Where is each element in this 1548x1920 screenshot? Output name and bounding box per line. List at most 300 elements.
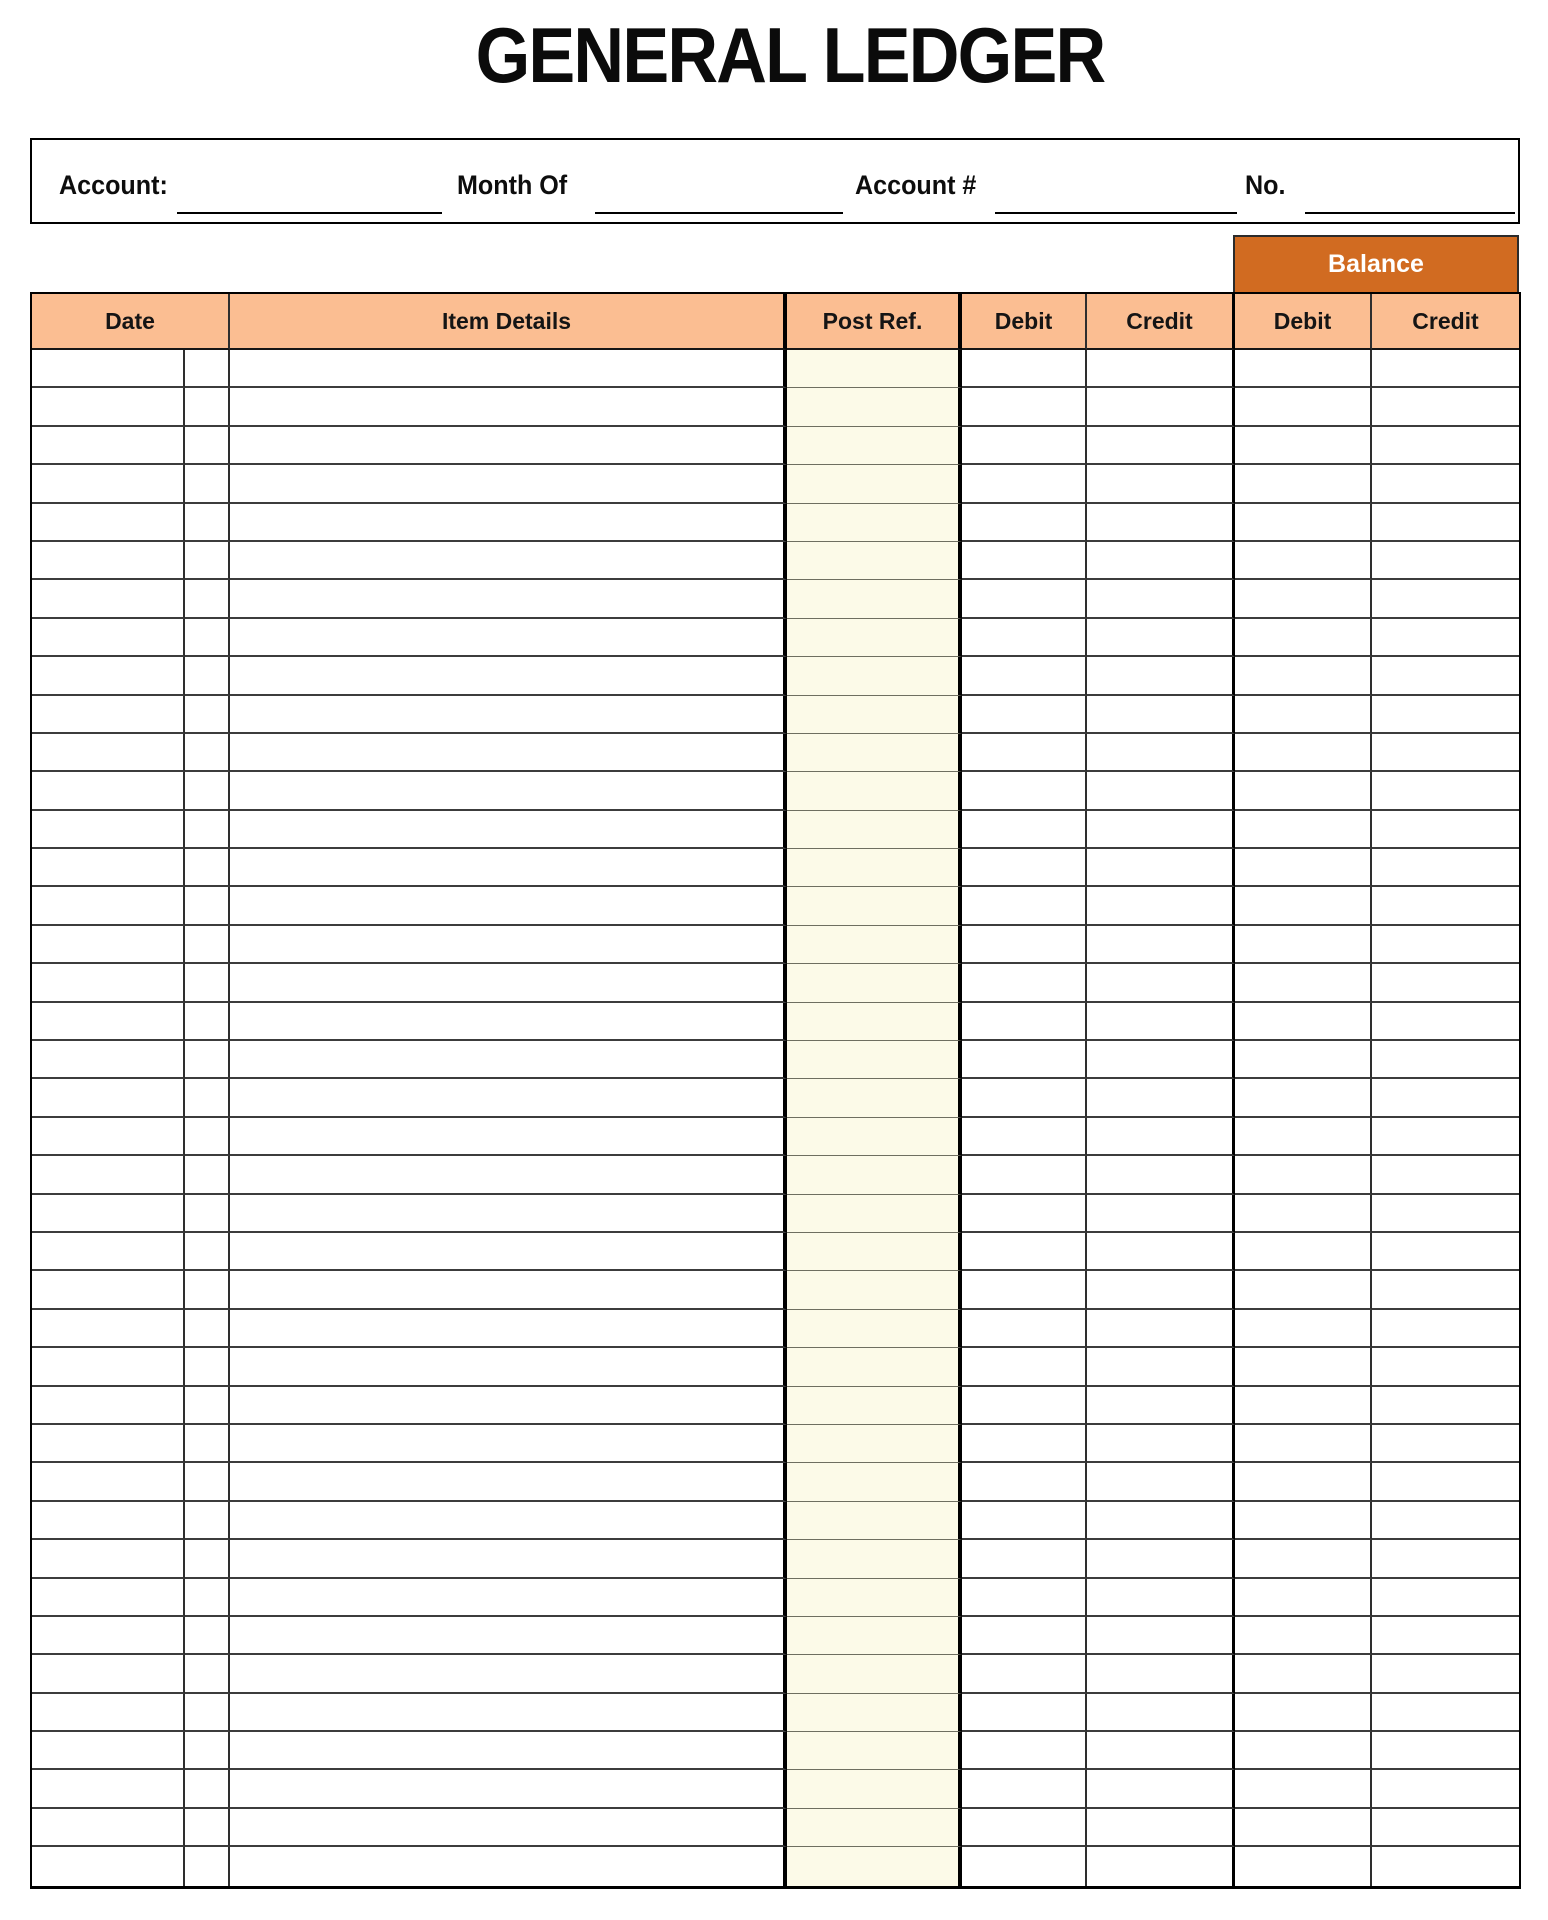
cell-balance-debit[interactable] — [1235, 849, 1372, 887]
cell-credit[interactable] — [1087, 811, 1235, 849]
cell-item-details[interactable] — [230, 1809, 787, 1847]
cell-debit[interactable] — [962, 388, 1087, 426]
cell-debit[interactable] — [962, 504, 1087, 542]
cell-item-details[interactable] — [230, 811, 787, 849]
cell-date-sub[interactable] — [185, 1233, 230, 1271]
cell-balance-debit[interactable] — [1235, 465, 1372, 503]
cell-item-details[interactable] — [230, 1502, 787, 1540]
cell-debit[interactable] — [962, 465, 1087, 503]
cell-post-ref[interactable] — [787, 1617, 962, 1655]
cell-date-sub[interactable] — [185, 504, 230, 542]
cell-date-sub[interactable] — [185, 542, 230, 580]
cell-credit[interactable] — [1087, 1156, 1235, 1194]
cell-post-ref[interactable] — [787, 1387, 962, 1425]
cell-item-details[interactable] — [230, 657, 787, 695]
cell-balance-credit[interactable] — [1372, 1041, 1519, 1079]
cell-balance-credit[interactable] — [1372, 1425, 1519, 1463]
cell-item-details[interactable] — [230, 926, 787, 964]
cell-balance-credit[interactable] — [1372, 619, 1519, 657]
cell-post-ref[interactable] — [787, 1195, 962, 1233]
cell-balance-debit[interactable] — [1235, 1118, 1372, 1156]
cell-debit[interactable] — [962, 619, 1087, 657]
cell-post-ref[interactable] — [787, 926, 962, 964]
cell-balance-credit[interactable] — [1372, 772, 1519, 810]
cell-balance-debit[interactable] — [1235, 1502, 1372, 1540]
cell-post-ref[interactable] — [787, 1579, 962, 1617]
cell-date[interactable] — [32, 388, 185, 426]
cell-item-details[interactable] — [230, 1617, 787, 1655]
cell-debit[interactable] — [962, 887, 1087, 925]
cell-balance-debit[interactable] — [1235, 734, 1372, 772]
cell-credit[interactable] — [1087, 696, 1235, 734]
cell-date-sub[interactable] — [185, 1732, 230, 1770]
cell-date[interactable] — [32, 657, 185, 695]
cell-item-details[interactable] — [230, 619, 787, 657]
cell-credit[interactable] — [1087, 1233, 1235, 1271]
cell-item-details[interactable] — [230, 696, 787, 734]
cell-balance-credit[interactable] — [1372, 734, 1519, 772]
cell-debit[interactable] — [962, 811, 1087, 849]
account-number-field[interactable] — [995, 174, 1237, 214]
cell-balance-credit[interactable] — [1372, 657, 1519, 695]
cell-credit[interactable] — [1087, 772, 1235, 810]
cell-credit[interactable] — [1087, 1003, 1235, 1041]
cell-credit[interactable] — [1087, 1195, 1235, 1233]
cell-date[interactable] — [32, 350, 185, 388]
cell-date-sub[interactable] — [185, 964, 230, 1002]
cell-date-sub[interactable] — [185, 1655, 230, 1693]
cell-item-details[interactable] — [230, 772, 787, 810]
cell-debit[interactable] — [962, 1348, 1087, 1386]
cell-date-sub[interactable] — [185, 350, 230, 388]
cell-balance-debit[interactable] — [1235, 1809, 1372, 1847]
cell-date-sub[interactable] — [185, 1847, 230, 1885]
cell-balance-debit[interactable] — [1235, 1348, 1372, 1386]
cell-date[interactable] — [32, 1118, 185, 1156]
cell-date-sub[interactable] — [185, 1271, 230, 1309]
cell-credit[interactable] — [1087, 1348, 1235, 1386]
cell-post-ref[interactable] — [787, 1079, 962, 1117]
cell-credit[interactable] — [1087, 1387, 1235, 1425]
cell-date-sub[interactable] — [185, 1617, 230, 1655]
cell-item-details[interactable] — [230, 388, 787, 426]
cell-date-sub[interactable] — [185, 1809, 230, 1847]
cell-balance-credit[interactable] — [1372, 887, 1519, 925]
cell-item-details[interactable] — [230, 887, 787, 925]
cell-balance-credit[interactable] — [1372, 1387, 1519, 1425]
cell-date-sub[interactable] — [185, 619, 230, 657]
cell-debit[interactable] — [962, 1271, 1087, 1309]
cell-date[interactable] — [32, 580, 185, 618]
cell-debit[interactable] — [962, 1655, 1087, 1693]
cell-debit[interactable] — [962, 1387, 1087, 1425]
cell-balance-credit[interactable] — [1372, 1195, 1519, 1233]
cell-post-ref[interactable] — [787, 1770, 962, 1808]
cell-balance-debit[interactable] — [1235, 657, 1372, 695]
cell-date[interactable] — [32, 1271, 185, 1309]
cell-credit[interactable] — [1087, 1540, 1235, 1578]
cell-post-ref[interactable] — [787, 388, 962, 426]
cell-post-ref[interactable] — [787, 811, 962, 849]
cell-item-details[interactable] — [230, 964, 787, 1002]
cell-date[interactable] — [32, 1348, 185, 1386]
cell-credit[interactable] — [1087, 1847, 1235, 1885]
cell-credit[interactable] — [1087, 504, 1235, 542]
cell-post-ref[interactable] — [787, 1732, 962, 1770]
cell-credit[interactable] — [1087, 1041, 1235, 1079]
cell-post-ref[interactable] — [787, 696, 962, 734]
cell-date-sub[interactable] — [185, 1387, 230, 1425]
cell-balance-debit[interactable] — [1235, 1579, 1372, 1617]
cell-balance-credit[interactable] — [1372, 388, 1519, 426]
cell-date[interactable] — [32, 1540, 185, 1578]
cell-post-ref[interactable] — [787, 1003, 962, 1041]
cell-credit[interactable] — [1087, 1463, 1235, 1501]
cell-post-ref[interactable] — [787, 1655, 962, 1693]
cell-debit[interactable] — [962, 1118, 1087, 1156]
cell-date[interactable] — [32, 427, 185, 465]
cell-post-ref[interactable] — [787, 657, 962, 695]
cell-date-sub[interactable] — [185, 1118, 230, 1156]
cell-date[interactable] — [32, 1617, 185, 1655]
cell-date[interactable] — [32, 964, 185, 1002]
cell-date-sub[interactable] — [185, 811, 230, 849]
cell-balance-credit[interactable] — [1372, 580, 1519, 618]
cell-credit[interactable] — [1087, 1425, 1235, 1463]
cell-balance-debit[interactable] — [1235, 1847, 1372, 1885]
cell-debit[interactable] — [962, 1079, 1087, 1117]
cell-balance-debit[interactable] — [1235, 696, 1372, 734]
cell-item-details[interactable] — [230, 1233, 787, 1271]
cell-item-details[interactable] — [230, 1271, 787, 1309]
cell-date-sub[interactable] — [185, 1463, 230, 1501]
cell-date-sub[interactable] — [185, 926, 230, 964]
cell-post-ref[interactable] — [787, 619, 962, 657]
cell-post-ref[interactable] — [787, 1809, 962, 1847]
cell-item-details[interactable] — [230, 1694, 787, 1732]
cell-date[interactable] — [32, 1502, 185, 1540]
cell-date-sub[interactable] — [185, 427, 230, 465]
cell-balance-debit[interactable] — [1235, 1425, 1372, 1463]
cell-date[interactable] — [32, 887, 185, 925]
cell-balance-debit[interactable] — [1235, 1732, 1372, 1770]
cell-debit[interactable] — [962, 926, 1087, 964]
cell-date-sub[interactable] — [185, 465, 230, 503]
cell-date-sub[interactable] — [185, 1041, 230, 1079]
cell-date-sub[interactable] — [185, 1195, 230, 1233]
cell-credit[interactable] — [1087, 580, 1235, 618]
cell-date[interactable] — [32, 465, 185, 503]
cell-balance-debit[interactable] — [1235, 1310, 1372, 1348]
cell-credit[interactable] — [1087, 465, 1235, 503]
cell-date-sub[interactable] — [185, 1425, 230, 1463]
cell-balance-debit[interactable] — [1235, 1156, 1372, 1194]
cell-debit[interactable] — [962, 1310, 1087, 1348]
cell-balance-credit[interactable] — [1372, 1694, 1519, 1732]
cell-date[interactable] — [32, 1732, 185, 1770]
no-field[interactable] — [1305, 174, 1515, 214]
cell-credit[interactable] — [1087, 542, 1235, 580]
cell-credit[interactable] — [1087, 734, 1235, 772]
cell-post-ref[interactable] — [787, 1502, 962, 1540]
cell-balance-credit[interactable] — [1372, 1463, 1519, 1501]
cell-debit[interactable] — [962, 1003, 1087, 1041]
cell-date[interactable] — [32, 696, 185, 734]
cell-credit[interactable] — [1087, 1271, 1235, 1309]
cell-item-details[interactable] — [230, 1425, 787, 1463]
cell-item-details[interactable] — [230, 465, 787, 503]
cell-credit[interactable] — [1087, 1079, 1235, 1117]
cell-date[interactable] — [32, 811, 185, 849]
cell-debit[interactable] — [962, 1463, 1087, 1501]
cell-date-sub[interactable] — [185, 388, 230, 426]
cell-date[interactable] — [32, 1463, 185, 1501]
month-of-field[interactable] — [595, 174, 843, 214]
cell-balance-debit[interactable] — [1235, 1540, 1372, 1578]
cell-balance-credit[interactable] — [1372, 350, 1519, 388]
cell-post-ref[interactable] — [787, 1463, 962, 1501]
cell-credit[interactable] — [1087, 1809, 1235, 1847]
cell-balance-debit[interactable] — [1235, 350, 1372, 388]
cell-post-ref[interactable] — [787, 350, 962, 388]
cell-balance-debit[interactable] — [1235, 619, 1372, 657]
cell-credit[interactable] — [1087, 619, 1235, 657]
cell-post-ref[interactable] — [787, 542, 962, 580]
cell-date[interactable] — [32, 1770, 185, 1808]
cell-balance-debit[interactable] — [1235, 1271, 1372, 1309]
cell-credit[interactable] — [1087, 1732, 1235, 1770]
cell-date-sub[interactable] — [185, 887, 230, 925]
cell-post-ref[interactable] — [787, 1348, 962, 1386]
cell-date[interactable] — [32, 772, 185, 810]
cell-balance-debit[interactable] — [1235, 1655, 1372, 1693]
cell-debit[interactable] — [962, 696, 1087, 734]
cell-date-sub[interactable] — [185, 1079, 230, 1117]
cell-date[interactable] — [32, 849, 185, 887]
account-field[interactable] — [177, 174, 442, 214]
cell-post-ref[interactable] — [787, 504, 962, 542]
cell-debit[interactable] — [962, 1041, 1087, 1079]
cell-date[interactable] — [32, 1579, 185, 1617]
cell-item-details[interactable] — [230, 1463, 787, 1501]
cell-balance-credit[interactable] — [1372, 849, 1519, 887]
cell-item-details[interactable] — [230, 1118, 787, 1156]
cell-item-details[interactable] — [230, 1732, 787, 1770]
cell-balance-debit[interactable] — [1235, 1387, 1372, 1425]
cell-credit[interactable] — [1087, 887, 1235, 925]
cell-post-ref[interactable] — [787, 964, 962, 1002]
cell-date[interactable] — [32, 1655, 185, 1693]
cell-credit[interactable] — [1087, 657, 1235, 695]
cell-post-ref[interactable] — [787, 427, 962, 465]
cell-debit[interactable] — [962, 772, 1087, 810]
cell-credit[interactable] — [1087, 388, 1235, 426]
cell-balance-debit[interactable] — [1235, 964, 1372, 1002]
cell-balance-credit[interactable] — [1372, 811, 1519, 849]
cell-date-sub[interactable] — [185, 1694, 230, 1732]
cell-post-ref[interactable] — [787, 1118, 962, 1156]
cell-credit[interactable] — [1087, 427, 1235, 465]
cell-date-sub[interactable] — [185, 696, 230, 734]
cell-credit[interactable] — [1087, 1118, 1235, 1156]
cell-balance-credit[interactable] — [1372, 465, 1519, 503]
cell-balance-debit[interactable] — [1235, 1041, 1372, 1079]
cell-date[interactable] — [32, 1847, 185, 1885]
cell-balance-credit[interactable] — [1372, 1502, 1519, 1540]
cell-balance-credit[interactable] — [1372, 696, 1519, 734]
cell-date[interactable] — [32, 1041, 185, 1079]
cell-date[interactable] — [32, 619, 185, 657]
cell-balance-credit[interactable] — [1372, 1118, 1519, 1156]
cell-post-ref[interactable] — [787, 849, 962, 887]
cell-debit[interactable] — [962, 1770, 1087, 1808]
cell-debit[interactable] — [962, 849, 1087, 887]
cell-credit[interactable] — [1087, 1617, 1235, 1655]
cell-item-details[interactable] — [230, 1041, 787, 1079]
cell-credit[interactable] — [1087, 1655, 1235, 1693]
cell-item-details[interactable] — [230, 350, 787, 388]
cell-date-sub[interactable] — [185, 1540, 230, 1578]
cell-item-details[interactable] — [230, 1003, 787, 1041]
cell-debit[interactable] — [962, 1233, 1087, 1271]
cell-balance-debit[interactable] — [1235, 542, 1372, 580]
cell-balance-credit[interactable] — [1372, 1271, 1519, 1309]
cell-balance-credit[interactable] — [1372, 1233, 1519, 1271]
cell-item-details[interactable] — [230, 1348, 787, 1386]
cell-item-details[interactable] — [230, 1156, 787, 1194]
cell-date[interactable] — [32, 542, 185, 580]
cell-balance-debit[interactable] — [1235, 1003, 1372, 1041]
cell-balance-credit[interactable] — [1372, 1617, 1519, 1655]
cell-credit[interactable] — [1087, 1770, 1235, 1808]
cell-post-ref[interactable] — [787, 1540, 962, 1578]
cell-balance-debit[interactable] — [1235, 427, 1372, 465]
cell-debit[interactable] — [962, 1847, 1087, 1885]
cell-balance-credit[interactable] — [1372, 1847, 1519, 1885]
cell-post-ref[interactable] — [787, 1425, 962, 1463]
cell-debit[interactable] — [962, 1540, 1087, 1578]
cell-debit[interactable] — [962, 1732, 1087, 1770]
cell-debit[interactable] — [962, 350, 1087, 388]
cell-balance-debit[interactable] — [1235, 926, 1372, 964]
cell-balance-debit[interactable] — [1235, 772, 1372, 810]
cell-balance-debit[interactable] — [1235, 1195, 1372, 1233]
cell-post-ref[interactable] — [787, 1271, 962, 1309]
cell-balance-credit[interactable] — [1372, 504, 1519, 542]
cell-balance-credit[interactable] — [1372, 1310, 1519, 1348]
cell-balance-credit[interactable] — [1372, 1579, 1519, 1617]
cell-date-sub[interactable] — [185, 1348, 230, 1386]
cell-item-details[interactable] — [230, 1387, 787, 1425]
cell-debit[interactable] — [962, 1579, 1087, 1617]
cell-debit[interactable] — [962, 1617, 1087, 1655]
cell-balance-debit[interactable] — [1235, 1770, 1372, 1808]
cell-date-sub[interactable] — [185, 1156, 230, 1194]
cell-date-sub[interactable] — [185, 1579, 230, 1617]
cell-debit[interactable] — [962, 580, 1087, 618]
cell-balance-debit[interactable] — [1235, 887, 1372, 925]
cell-debit[interactable] — [962, 427, 1087, 465]
cell-balance-credit[interactable] — [1372, 1348, 1519, 1386]
cell-balance-credit[interactable] — [1372, 427, 1519, 465]
cell-item-details[interactable] — [230, 1195, 787, 1233]
cell-credit[interactable] — [1087, 1694, 1235, 1732]
cell-post-ref[interactable] — [787, 1847, 962, 1885]
cell-debit[interactable] — [962, 1156, 1087, 1194]
cell-balance-debit[interactable] — [1235, 1694, 1372, 1732]
cell-credit[interactable] — [1087, 849, 1235, 887]
cell-credit[interactable] — [1087, 350, 1235, 388]
cell-date-sub[interactable] — [185, 1003, 230, 1041]
cell-balance-credit[interactable] — [1372, 1540, 1519, 1578]
cell-date[interactable] — [32, 504, 185, 542]
cell-credit[interactable] — [1087, 926, 1235, 964]
cell-debit[interactable] — [962, 657, 1087, 695]
cell-date[interactable] — [32, 1809, 185, 1847]
cell-post-ref[interactable] — [787, 580, 962, 618]
cell-credit[interactable] — [1087, 964, 1235, 1002]
cell-balance-credit[interactable] — [1372, 926, 1519, 964]
cell-date-sub[interactable] — [185, 772, 230, 810]
cell-date-sub[interactable] — [185, 580, 230, 618]
cell-balance-debit[interactable] — [1235, 504, 1372, 542]
cell-item-details[interactable] — [230, 849, 787, 887]
cell-item-details[interactable] — [230, 1579, 787, 1617]
cell-balance-debit[interactable] — [1235, 388, 1372, 426]
cell-date[interactable] — [32, 1310, 185, 1348]
cell-credit[interactable] — [1087, 1310, 1235, 1348]
cell-item-details[interactable] — [230, 1655, 787, 1693]
cell-post-ref[interactable] — [787, 887, 962, 925]
cell-date[interactable] — [32, 734, 185, 772]
cell-date[interactable] — [32, 1233, 185, 1271]
cell-post-ref[interactable] — [787, 1233, 962, 1271]
cell-item-details[interactable] — [230, 542, 787, 580]
cell-date-sub[interactable] — [185, 1502, 230, 1540]
cell-item-details[interactable] — [230, 580, 787, 618]
cell-date-sub[interactable] — [185, 849, 230, 887]
cell-item-details[interactable] — [230, 427, 787, 465]
cell-item-details[interactable] — [230, 734, 787, 772]
cell-post-ref[interactable] — [787, 1694, 962, 1732]
cell-date[interactable] — [32, 1387, 185, 1425]
cell-date-sub[interactable] — [185, 1770, 230, 1808]
cell-date[interactable] — [32, 1195, 185, 1233]
cell-date-sub[interactable] — [185, 657, 230, 695]
cell-item-details[interactable] — [230, 1310, 787, 1348]
cell-debit[interactable] — [962, 1502, 1087, 1540]
cell-balance-credit[interactable] — [1372, 1732, 1519, 1770]
cell-balance-credit[interactable] — [1372, 1079, 1519, 1117]
cell-date-sub[interactable] — [185, 1310, 230, 1348]
cell-date[interactable] — [32, 926, 185, 964]
cell-debit[interactable] — [962, 1195, 1087, 1233]
cell-date-sub[interactable] — [185, 734, 230, 772]
cell-balance-debit[interactable] — [1235, 1233, 1372, 1271]
cell-balance-debit[interactable] — [1235, 811, 1372, 849]
cell-balance-debit[interactable] — [1235, 1079, 1372, 1117]
cell-item-details[interactable] — [230, 1847, 787, 1885]
cell-date[interactable] — [32, 1079, 185, 1117]
cell-credit[interactable] — [1087, 1579, 1235, 1617]
cell-date[interactable] — [32, 1156, 185, 1194]
cell-post-ref[interactable] — [787, 1041, 962, 1079]
cell-balance-debit[interactable] — [1235, 580, 1372, 618]
cell-balance-credit[interactable] — [1372, 542, 1519, 580]
cell-debit[interactable] — [962, 1694, 1087, 1732]
cell-post-ref[interactable] — [787, 772, 962, 810]
cell-item-details[interactable] — [230, 1540, 787, 1578]
